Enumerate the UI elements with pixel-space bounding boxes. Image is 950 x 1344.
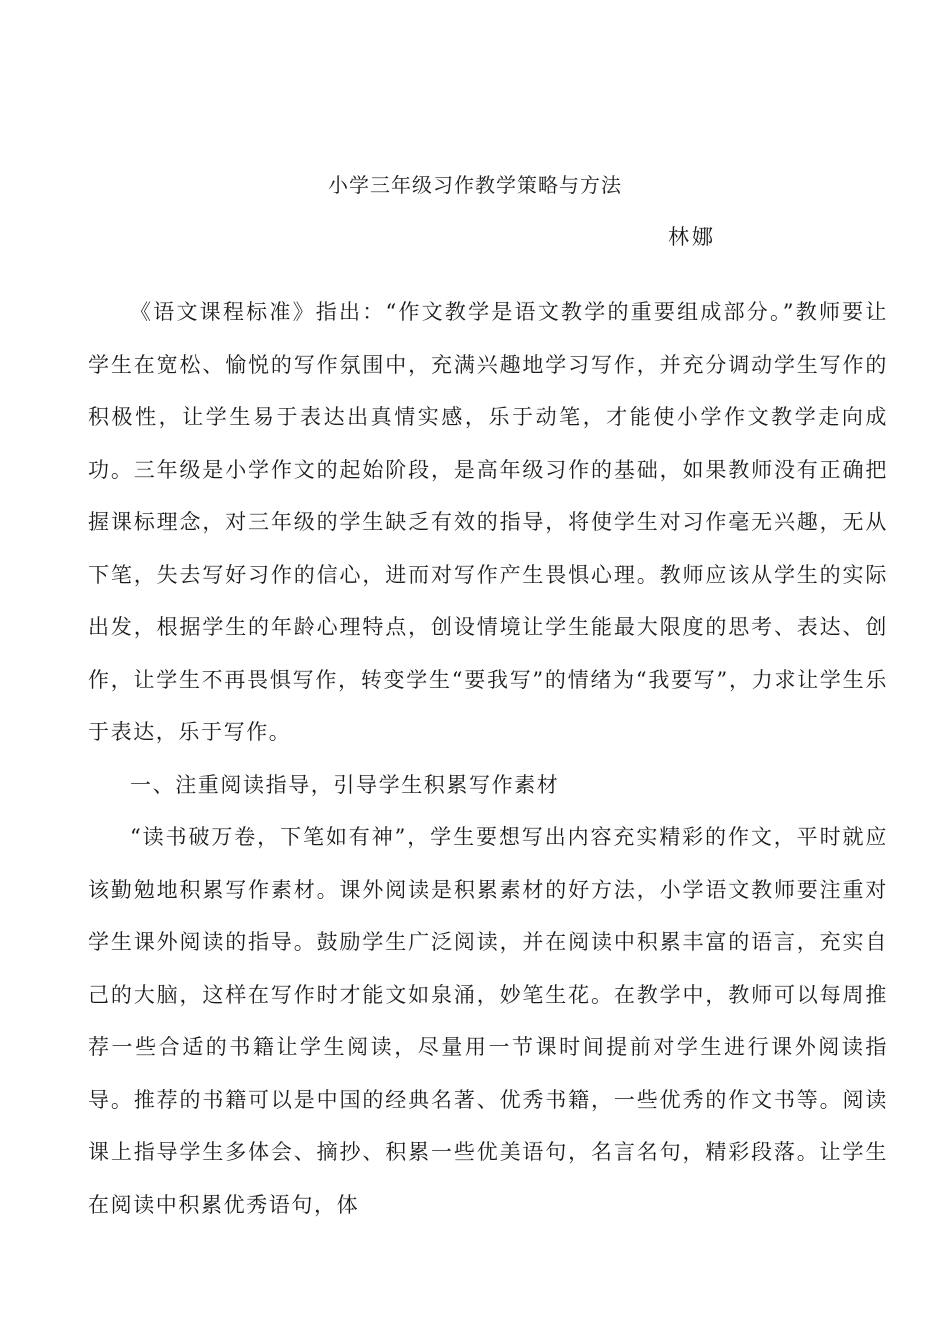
author-name: 林娜 xyxy=(668,225,716,249)
document-title: 小学三年级习作教学策略与方法 xyxy=(328,173,622,197)
section-heading: 一、注重阅读指导，引导学生积累写作素材 xyxy=(130,772,560,797)
document-body xyxy=(88,286,888,1231)
section-paragraph: “读书破万卷，下笔如有神”，学生要想写出内容充实精彩的作文，平时就应该勤勉地积累写作素材。课外阅读是积累素材的好方法，小学语文教师要注重对学生课外阅读的指导。鼓励学生广泛阅读，并在阅读中积累丰富的语言，充实自己的大脑，这样在写作时才能文如泉涌，妙笔生花。在教学中，教师可以每周推荐一些合适的书籍让学生阅读，尽量用一节课时间提前对学生进行课外阅读指导。推荐的书籍可以是中国的经典名著、优秀书籍，一些优秀的作文书等。阅读课上指导学生多体会、摘抄、积累一些优美语句，名言名句，精彩段落。让学生在阅读中积累优秀语句，体 xyxy=(88,825,888,1217)
intro-paragraph: 《语文课程标准》指出：“作文教学是语文教学的重要组成部分。”教师要让学生在宽松、愉悦的写作氛围中，充满兴趣地学习写作，并充分调动学生写作的积极性，让学生易于表达出真情实感，乐于动笔，才能使小学作文教学走向成功。三年级是小学作文的起始阶段，是高年级习作的基础，如果教师没有正确把握课标理念，对三年级的学生缺乏有效的指导，将使学生对习作毫无兴趣，无从下笔，失去写好习作的信心，进而对写作产生畏惧心理。教师应该从学生的实际出发，根据学生的年龄心理特点，创设情境让学生能最大限度的思考、表达、创作，让学生不再畏惧写作，转变学生“要我写”的情绪为“我要写”，力求让学生乐于表达，乐于写作。 xyxy=(88,300,888,744)
